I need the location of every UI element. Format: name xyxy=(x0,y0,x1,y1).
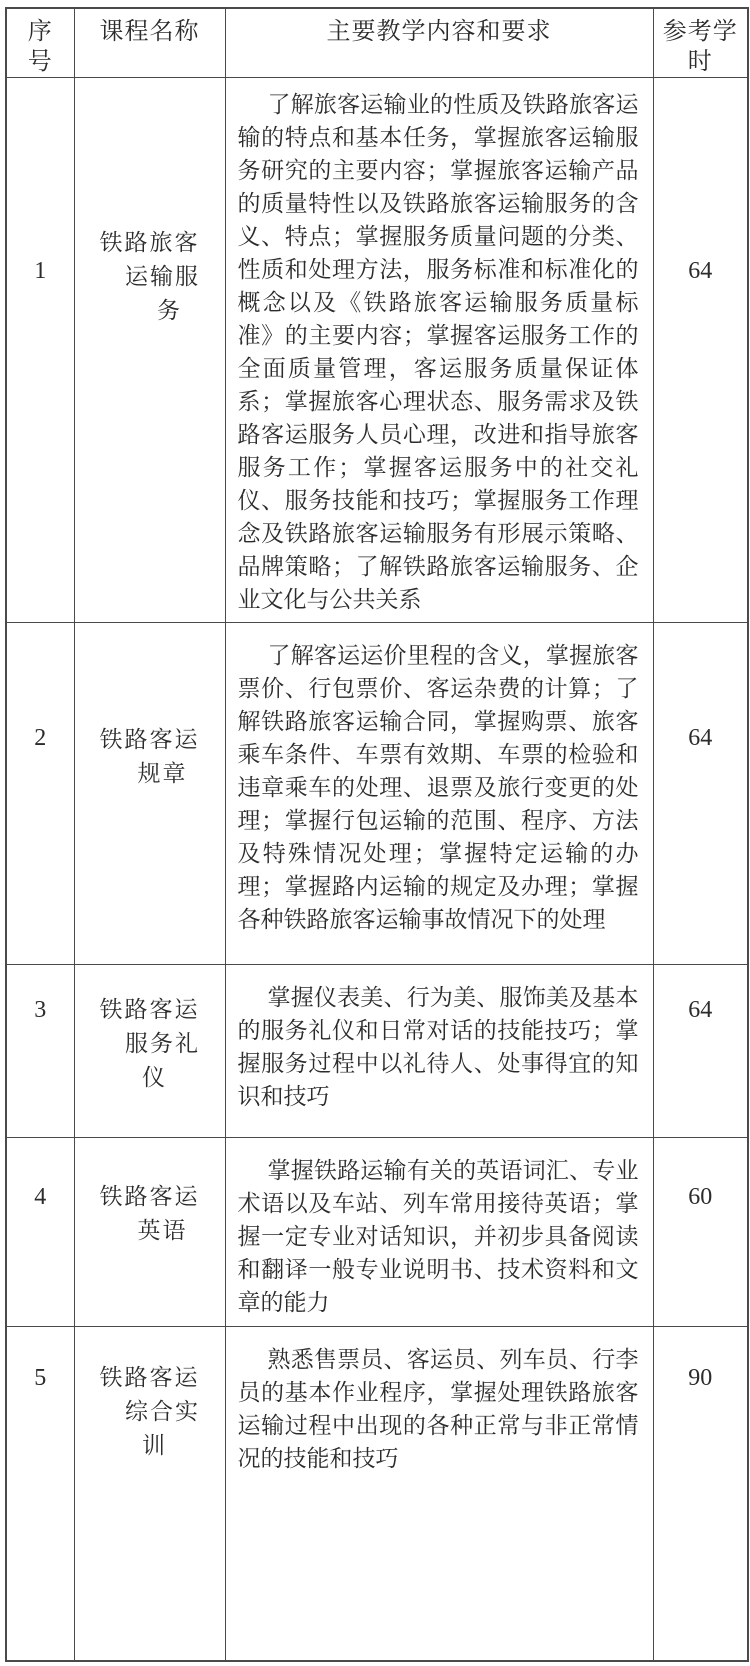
reference-hours: 64 xyxy=(653,78,748,623)
header-content-label: 主要教学内容和要求 xyxy=(326,19,552,45)
teaching-content xyxy=(225,1138,653,1327)
table-row xyxy=(6,965,748,1138)
header-hours-line1: 参考学 xyxy=(662,19,738,45)
header-index-line1: 序 xyxy=(27,19,53,45)
course-name-line: 运输服 xyxy=(125,264,200,289)
course-name xyxy=(74,78,225,623)
row-number: 4 xyxy=(6,1138,74,1327)
teaching-content-text: 掌握铁路运输有关的英语词汇、专业术语以及车站、列车常用接待英语；掌握一定专业对话知识，并初步具备阅读和翻译一般专业说明书、技术资料和文章的能力 xyxy=(237,1158,639,1315)
course-name xyxy=(74,623,225,965)
course-name xyxy=(74,1327,225,1661)
table-row xyxy=(6,1327,748,1661)
teaching-content xyxy=(225,965,653,1138)
header-course-label: 课程名称 xyxy=(99,19,200,45)
course-name-line: 务 xyxy=(157,298,182,323)
row-number: 2 xyxy=(6,623,74,965)
course-name-line: 铁路客运 xyxy=(99,997,200,1022)
course-name-line: 训 xyxy=(142,1433,167,1458)
course-table xyxy=(5,7,749,1662)
course-name-line: 铁路客运 xyxy=(99,1184,200,1209)
row-number: 1 xyxy=(6,78,74,623)
header-cell-hours xyxy=(653,8,748,78)
teaching-content xyxy=(225,623,653,965)
teaching-content-text: 掌握仪表美、行为美、服饰美及基本的服务礼仪和日常对话的技能技巧；掌握服务过程中以礼待人、处事得宜的知识和技巧 xyxy=(237,985,639,1109)
course-name-line: 铁路旅客 xyxy=(99,230,200,255)
header-cell-content xyxy=(225,8,653,78)
teaching-content-text: 熟悉售票员、客运员、列车员、行李员的基本作业程序，掌握处理铁路旅客运输过程中出现的各种正常与非正常情况的技能和技巧 xyxy=(237,1347,639,1471)
table-row xyxy=(6,78,748,623)
course-name-line: 英语 xyxy=(137,1218,188,1243)
row-number: 3 xyxy=(6,965,74,1138)
teaching-content-text: 了解客运运价里程的含义，掌握旅客票价、行包票价、客运杂费的计算；了解铁路旅客运输合同，掌握购票、旅客乘车条件、车票有效期、车票的检验和违章乘车的处理、退票及旅行变更的处理；掌握行包运输的范围、程序、方法及特殊情况处理；掌握特定运输的办理；掌握路内运输的规定及办理；掌握各种铁路旅客运输事故情况下的处理 xyxy=(237,643,639,932)
course-name xyxy=(74,1138,225,1327)
course-name-line: 服务礼 xyxy=(125,1031,200,1056)
teaching-content xyxy=(225,1327,653,1661)
reference-hours: 60 xyxy=(653,1138,748,1327)
teaching-content-text: 了解旅客运输业的性质及铁路旅客运输的特点和基本任务，掌握旅客运输服务研究的主要内容；掌握旅客运输产品的质量特性以及铁路旅客运输服务的含义、特点；掌握服务质量问题的分类、性质和处理方法，服务标准和标准化的概念以及《铁路旅客运输服务质量标准》的主要内容；掌握客运服务工作的全面质量管理，客运服务质量保证体系；掌握旅客心理状态、服务需求及铁路客运服务人员心理，改进和指导旅客服务工作；掌握客运服务中的社交礼仪、服务技能和技巧；掌握服务工作理念及铁路旅客运输服务有形展示策略、品牌策略；了解铁路旅客运输服务、企业文化与公共关系 xyxy=(237,92,639,612)
table-row xyxy=(6,623,748,965)
header-hours-line2: 时 xyxy=(687,49,713,75)
header-row xyxy=(6,8,748,78)
header-cell-course xyxy=(74,8,225,78)
table-header xyxy=(6,8,748,78)
course-name-line: 仪 xyxy=(142,1065,167,1090)
course-name-line: 综合实 xyxy=(125,1399,200,1424)
course-name-line: 铁路客运 xyxy=(99,1365,200,1390)
course-name-line: 规章 xyxy=(137,761,188,786)
table-row xyxy=(6,1138,748,1327)
teaching-content xyxy=(225,78,653,623)
row-number: 5 xyxy=(6,1327,74,1661)
course-name xyxy=(74,965,225,1138)
header-cell-index xyxy=(6,8,74,78)
course-name-line: 铁路客运 xyxy=(99,727,200,752)
reference-hours: 64 xyxy=(653,965,748,1138)
reference-hours: 90 xyxy=(653,1327,748,1661)
header-index-line2: 号 xyxy=(27,49,53,75)
reference-hours: 64 xyxy=(653,623,748,965)
